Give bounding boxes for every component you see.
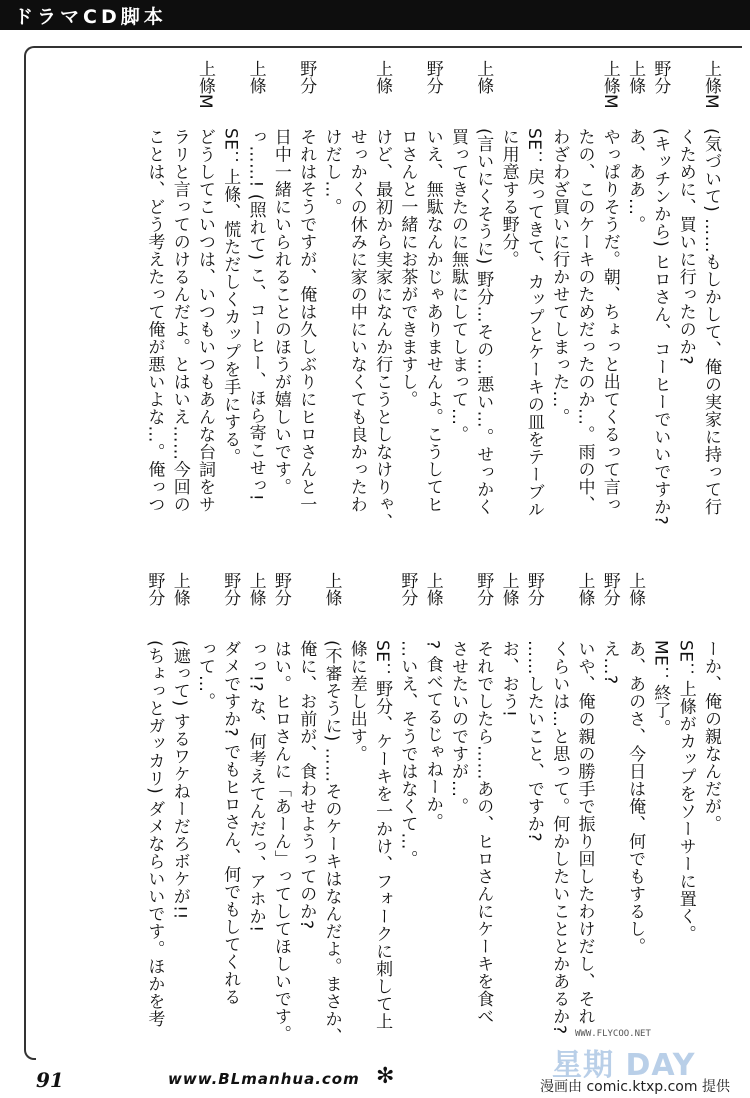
dialogue-line: ロさんと一緒にお茶ができますし。 <box>397 128 418 408</box>
speaker-name: 上條 <box>574 572 595 606</box>
watermark-credit: 漫画由 comic.ktxp.com 提供 <box>540 1079 730 1095</box>
speaker-name: 野分 <box>296 60 317 94</box>
speaker-name: 上條 <box>372 60 393 94</box>
dialogue-line: ? 食べてるじゃねーか。 <box>422 640 443 831</box>
speaker-name: 上條 <box>625 572 646 606</box>
speaker-name: 上條 <box>498 572 519 606</box>
dialogue-line: せっかくの休みに家の中にいなくても良かったわ <box>346 128 367 513</box>
speaker-name: 野分 <box>599 572 620 606</box>
speaker-name: 野分 <box>220 572 241 606</box>
header-bar <box>0 0 750 30</box>
dialogue-line: に用意する野分。 <box>498 128 519 268</box>
speaker-name: 上條 <box>321 572 342 606</box>
speaker-name: 野分 <box>270 572 291 606</box>
dialogue-line: あ、ああ…。 <box>625 128 646 233</box>
speaker-name: 野分 <box>650 60 671 94</box>
dialogue-line: SE：上條がカップをソーサーに置く。 <box>675 640 696 943</box>
dialogue-line: いや、俺の親の勝手で振り回したわけだし、それ <box>574 640 595 1025</box>
dialogue-line: SE：上條、慌ただしくカップを手にする。 <box>220 128 241 466</box>
dialogue-line: どうしてこいつは、いつもいつもあんな台詞をサ <box>195 128 215 513</box>
dialogue-line: お、おう! <box>498 640 519 718</box>
speaker-name: 野分 <box>473 572 494 606</box>
speaker-name: 野分 <box>422 60 443 94</box>
dialogue-line: たの、このケーキのためだったのか…。雨の中、 <box>574 128 595 513</box>
speaker-name: 上條 <box>422 572 443 606</box>
dialogue-line: 買ってきたのに無駄にしてしまって…。 <box>448 128 468 443</box>
dialogue-line: ーか、俺の親なんだが。 <box>701 640 721 833</box>
dialogue-line: (気づいて) ……もしかして、俺の実家に持って行 <box>701 128 721 516</box>
dialogue-line: SE：野分、ケーキを一かけ、フォークに刺して上 <box>372 640 393 1031</box>
speaker-name: 野分 <box>523 572 544 606</box>
watermark-site: WWW.FLYCOO.NET <box>575 1029 651 1039</box>
dialogue-line: っ……! (照れて) こ、コーヒー、ほら寄こせっ! <box>245 128 266 502</box>
dialogue-line: (キッチンから) ヒロさん、コーヒーでいいですか? <box>650 128 671 526</box>
dialogue-line: (ちょっとガッカリ) ダメならいいです。ほかを考 <box>144 640 165 1028</box>
dialogue-line: え…? <box>599 640 620 685</box>
page-number: 91 <box>36 1068 64 1092</box>
dialogue-line: やっぱりそうだ。朝、ちょっと出てくるって言っ <box>599 128 620 513</box>
footer-star: ✻ <box>376 1064 395 1089</box>
speaker-name: 上條 <box>245 572 266 606</box>
dialogue-line: ことは、どう考えたって俺が悪いよな…。俺っつ <box>144 128 165 513</box>
dialogue-line: …いえ、そうではなくて…。 <box>397 640 418 868</box>
speaker-name: 野分 <box>144 572 165 606</box>
dialogue-line: くために、買いに行ったのか? <box>675 128 696 366</box>
speaker-name: 上條 <box>245 60 266 94</box>
speaker-name: 上條 <box>169 572 190 606</box>
speaker-name: 上條 <box>473 60 494 94</box>
speaker-name: 上條M <box>701 60 721 109</box>
dialogue-line: けど、最初から実家になんか行こうとしなけりゃ、 <box>372 128 393 531</box>
dialogue-line: いえ、無駄なんかじゃありませんよ。こうしてヒ <box>422 128 443 513</box>
dialogue-line: させたいのですが…。 <box>448 640 468 815</box>
dialogue-line: って…。 <box>195 640 215 710</box>
dialogue-line: ラリと言ってのけるんだよ。とはいえ……今回の <box>169 128 190 513</box>
dialogue-line: それはそうですが、俺は久しぶりにヒロさんと一 <box>296 128 317 513</box>
dialogue-line: (不審そうに) ……そのケーキはなんだよ。まさか、 <box>321 640 342 1046</box>
page-frame-top <box>34 46 742 48</box>
header-title: ドラマCD脚本 <box>14 6 167 28</box>
page-frame-left <box>24 46 36 1060</box>
dialogue-line: くらいは…と思って。何かしたいこととかあるか? <box>549 640 570 1035</box>
dialogue-line: あ、あのさ、今日は俺、何でもするし。 <box>625 640 646 955</box>
dialogue-line: (遮って) するワケねーだろボケが!! <box>169 640 190 920</box>
dialogue-line: それでしたら……あの、ヒロさんにケーキを食べ <box>473 640 494 1025</box>
dialogue-line: ME：終了。 <box>650 640 671 737</box>
dialogue-line: 日中一緒にいられることのほうが嬉しいです。 <box>270 128 291 496</box>
speaker-name: 上條 <box>625 60 646 94</box>
dialogue-line: わざわざ買いに行かせてしまった…。 <box>549 128 570 426</box>
footer-url: www.BLmanhua.com <box>168 1070 360 1088</box>
dialogue-line: ダメですか? でもヒロさん、何でもしてくれる <box>220 640 241 1006</box>
speaker-name: 上條M <box>599 60 620 109</box>
dialogue-line: っっ!? な、何考えてんだっ、アホか! <box>245 640 266 933</box>
dialogue-line: 俺に、お前が、食わせようってのか? <box>296 640 317 930</box>
dialogue-line: (言いにくそうに) 野分…その…悪い…。せっかく <box>473 128 494 516</box>
watermark-logo: 星期 DAY <box>552 1048 696 1083</box>
dialogue-line: ……したいこと、ですか? <box>523 640 544 843</box>
dialogue-line: 條に差し出す。 <box>346 640 367 763</box>
dialogue-line: けだし…。 <box>321 128 342 216</box>
dialogue-line: はい。ヒロさんに「あーん」ってしてほしいです。 <box>270 640 291 1043</box>
speaker-name: 野分 <box>397 572 418 606</box>
speaker-name: 上條M <box>195 60 215 109</box>
dialogue-line: SE：戻ってきて、カップとケーキの皿をテーブル <box>523 128 544 519</box>
